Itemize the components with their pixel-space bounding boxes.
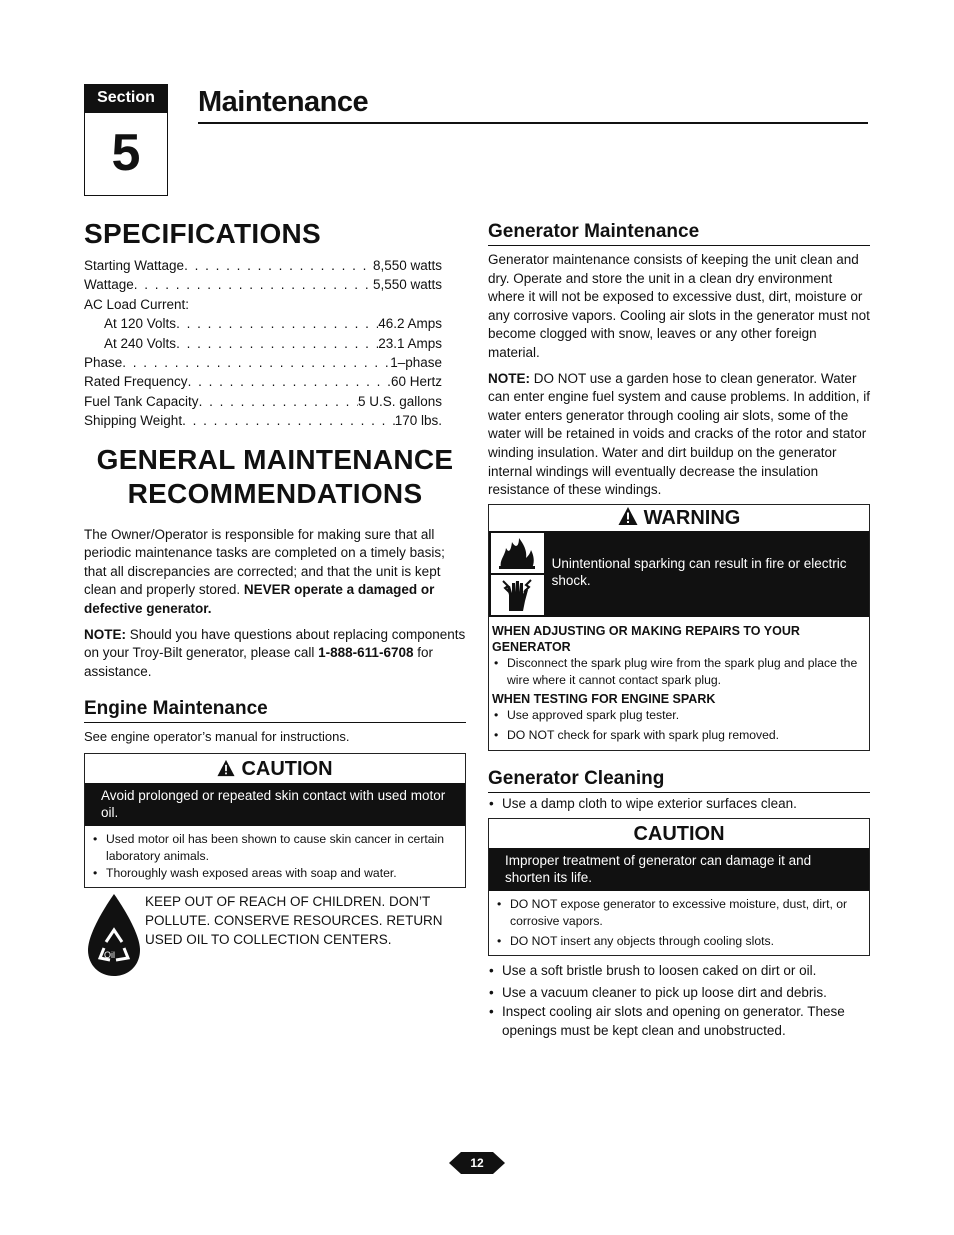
- oil-label: Oil: [104, 950, 115, 960]
- caution-list: [85, 826, 465, 887]
- spec-row: [84, 353, 442, 372]
- fire-icon: [491, 533, 544, 573]
- spec-value: 60 Hertz: [390, 374, 442, 390]
- warning-subheading: WHEN ADJUSTING OR MAKING REPAIRS TO YOUR GENERATOR: [492, 623, 800, 654]
- spec-value: 5,550 watts: [372, 277, 442, 293]
- recycle-notice: [84, 892, 466, 978]
- list-item: • DO NOT insert any objects through cooling slots.: [495, 933, 863, 950]
- spec-row: [84, 392, 442, 411]
- general-maintenance-heading: [84, 443, 466, 511]
- spec-label: Rated Frequency: [84, 374, 188, 390]
- cleaning-first-list: [488, 794, 870, 813]
- warning-icons: [489, 531, 546, 617]
- section-label: Section: [85, 85, 167, 113]
- general-note: NOTE: Should you have questions about replacing components on your Troy-Bilt generator, please call 1-888-611-6708 for assistance.: [84, 626, 466, 679]
- general-text: [84, 526, 466, 682]
- title-rule: [198, 122, 868, 124]
- warning-message: Unintentional sparking can result in fire or electric shock.: [551, 555, 847, 588]
- list-item: • Use a soft bristle brush to loosen caked on dirt or oil.: [488, 961, 870, 980]
- spec-value: 1–phase: [390, 355, 442, 371]
- spec-label: Wattage: [84, 277, 134, 293]
- spec-value: 23.1 Amps: [378, 335, 442, 351]
- electric-shock-icon: [491, 575, 544, 615]
- warning-message-band: [489, 531, 869, 617]
- list-item: • Disconnect the spark plug wire from the spark plug and place the wire where it cannot contact spark plug.: [492, 655, 863, 689]
- spec-row: [84, 295, 442, 314]
- spec-label: Phase: [84, 355, 123, 371]
- caution-list: [489, 891, 869, 955]
- generator-maintenance-paragraph: Generator maintenance consists of keeping the unit clean and dry. Operate and store the unit in a clean dry environment where it will not be exposed to excessive dust, dirt, moisture or any corrosive vapors. Cooling air slots in the generator must not become clogged with snow, leaves or any other foreign material.: [488, 252, 870, 360]
- oil-recycle-icon: [84, 892, 144, 978]
- spec-row: [84, 314, 442, 333]
- spec-label: AC Load Current:: [84, 296, 190, 312]
- spec-label: At 120 Volts: [104, 316, 177, 332]
- list-item: • DO NOT expose generator to excessive moisture, dust, dirt, or corrosive vapors.: [495, 896, 863, 930]
- spec-row: [84, 334, 442, 353]
- engine-caution-box: [84, 753, 466, 888]
- spec-label: Starting Wattage: [84, 258, 185, 273]
- list-item: • Use a damp cloth to wipe exterior surfaces clean.: [488, 794, 870, 813]
- engine-maintenance-heading: Engine Maintenance: [84, 697, 466, 723]
- generator-maintenance-heading: Generator Maintenance: [488, 220, 870, 246]
- list-item: • Inspect cooling air slots and opening on generator. These openings must be kept clean and unobstructed.: [488, 1002, 870, 1040]
- generator-cleaning-heading: Generator Cleaning: [488, 767, 870, 793]
- right-column: [488, 220, 870, 1040]
- list-item: • Use approved spark plug tester.: [492, 707, 863, 724]
- cleaning-caution-box: [488, 818, 870, 956]
- section-tag: [84, 84, 168, 196]
- warning-title: WARNING: [489, 505, 869, 531]
- spec-value: 5 U.S. gallons: [357, 393, 442, 409]
- spec-label: At 240 Volts: [104, 335, 177, 351]
- generator-maintenance-note: NOTE: DO NOT use a garden hose to clean generator. Water can enter engine fuel system and cause problems. In addition, if water enters generator through cooling air slots, some of the water will be retained in voids and cracks of the rotor and stator winding insulation. Water and dirt buildup on the generator internal windings will eventually decrease the insulation resistance of these windings.: [488, 370, 870, 498]
- spec-value: 8,550 watts: [372, 258, 442, 273]
- list-item: • Used motor oil has been shown to cause skin cancer in certain laboratory animals.: [91, 831, 459, 865]
- spec-label: Shipping Weight: [84, 413, 183, 429]
- spec-row: [84, 372, 442, 391]
- engine-text: See engine operator’s manual for instructions.: [84, 729, 350, 745]
- caution-title: CAUTION: [85, 754, 465, 783]
- spec-row: [84, 275, 442, 294]
- specifications-list: [84, 256, 442, 431]
- warning-subheading: WHEN TESTING FOR ENGINE SPARK: [492, 691, 716, 706]
- spec-value: 46.2 Amps: [378, 316, 442, 332]
- warning-triangle-icon: [618, 506, 638, 526]
- list-item: • Thoroughly wash exposed areas with soap and water.: [91, 865, 459, 882]
- cleaning-list: [488, 961, 870, 1040]
- heading-line: RECOMMENDATIONS: [127, 477, 423, 509]
- caution-title: CAUTION: [633, 822, 725, 845]
- warning-list: [489, 617, 869, 750]
- caution-message: Improper treatment of generator can damage it and shorten its life.: [489, 848, 869, 891]
- spec-row: [84, 411, 442, 430]
- page-number: 12: [470, 1156, 484, 1170]
- page-title: Maintenance: [198, 86, 369, 118]
- section-number: 5: [111, 124, 141, 182]
- left-column: [84, 218, 466, 978]
- caution-message: Avoid prolonged or repeated skin contact with used motor oil.: [85, 783, 465, 826]
- spec-row: [84, 256, 442, 275]
- specifications-heading: SPECIFICATIONS: [84, 218, 322, 249]
- warning-box: [488, 504, 870, 751]
- warning-triangle-icon: [217, 759, 235, 777]
- list-item: • Use a vacuum cleaner to pick up loose dirt and debris.: [488, 983, 870, 1002]
- page-number-badge: [449, 1150, 505, 1176]
- heading-line: GENERAL MAINTENANCE: [96, 443, 454, 475]
- list-item: • DO NOT check for spark with spark plug removed.: [492, 727, 863, 744]
- spec-value: 170 lbs.: [394, 413, 442, 429]
- general-paragraph: The Owner/Operator is responsible for making sure that all periodic maintenance tasks are completed on a timely basis; that all discrepancies are corrected; and that the unit is kept clean and properly stored. NEVER operate a damaged or defective generator.: [84, 526, 445, 617]
- spec-label: Fuel Tank Capacity: [84, 393, 199, 409]
- recycle-text: KEEP OUT OF REACH OF CHILDREN. DON’T POLLUTE. CONSERVE RESOURCES. RETURN USED OIL TO COLLECTION CENTERS.: [145, 894, 443, 947]
